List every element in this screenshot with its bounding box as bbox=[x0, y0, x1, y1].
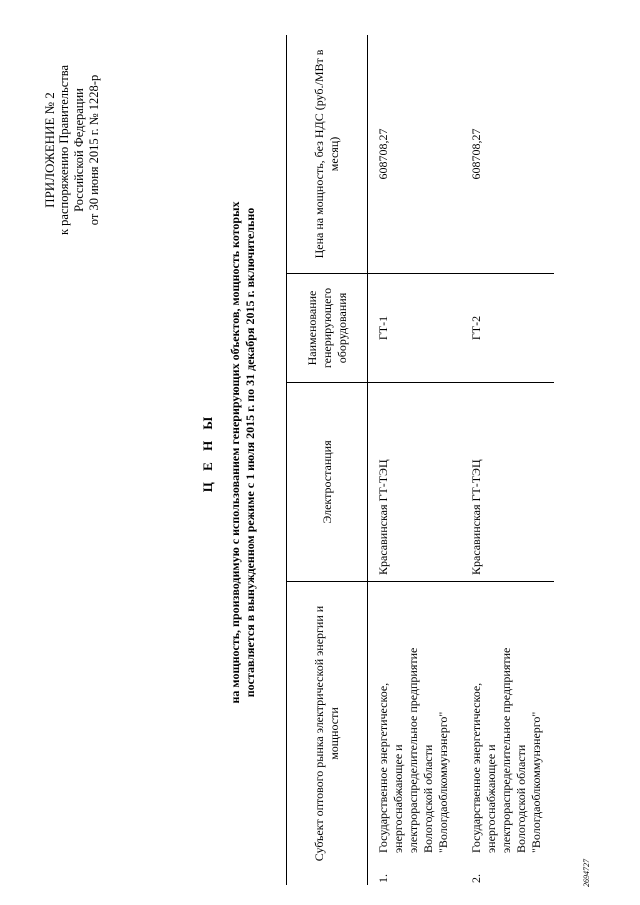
annex-date-line: от 30 июня 2015 г. № 1228-р bbox=[87, 74, 101, 226]
title-line-1: на мощность, производимую с использованием генерирующих объектов, мощность которых bbox=[228, 201, 242, 704]
annex-government-line: Российской Федерации bbox=[72, 88, 86, 212]
subject-line: Государственное энергетическое, bbox=[469, 682, 483, 853]
document-title bbox=[200, 0, 258, 905]
table-row bbox=[461, 35, 554, 885]
subject-line: Вологодской области bbox=[421, 744, 435, 853]
row-equipment: ГТ-2 bbox=[461, 274, 554, 383]
subject-line: энергоснабжающее и bbox=[391, 744, 405, 853]
header-price: Цена на мощность, без НДС (руб./МВт в месяц) bbox=[287, 35, 368, 274]
subject-line: энергоснабжающее и bbox=[484, 744, 498, 853]
row-price: 608708,27 bbox=[461, 35, 554, 274]
annex-decree-line: к распоряжению Правительства bbox=[57, 65, 71, 236]
subject-line: "Вологдаоблкоммунэнерго" bbox=[436, 711, 450, 853]
prices-table bbox=[286, 35, 554, 885]
annex-title: ПРИЛОЖЕНИЕ № 2 bbox=[42, 92, 57, 208]
header-station: Электростанция bbox=[287, 383, 368, 582]
subject-line: Вологодской области bbox=[514, 744, 528, 853]
subject-line: электрораспределительное предприятие bbox=[406, 647, 420, 853]
annex-header bbox=[42, 35, 102, 265]
row-equipment: ГТ-1 bbox=[368, 274, 462, 383]
row-number: 2. bbox=[469, 874, 483, 883]
subject-line: "Вологдаоблкоммунэнерго" bbox=[529, 711, 543, 853]
row-price: 608708,27 bbox=[368, 35, 462, 274]
table-row bbox=[368, 35, 462, 885]
document-id: 2694727 bbox=[582, 859, 591, 887]
row-subject bbox=[461, 582, 554, 858]
header-equipment: Наименование генерирующего оборудования bbox=[287, 274, 368, 383]
subject-line: Государственное энергетическое, bbox=[376, 682, 390, 853]
table-header-row bbox=[287, 35, 368, 885]
title-heading: Ц Е Н Ы bbox=[200, 412, 215, 493]
row-number: 1. bbox=[376, 874, 390, 883]
title-line-2: поставляется в вынужденном режиме с 1 июля 2015 г. по 31 декабря 2015 г. включительно bbox=[243, 207, 257, 698]
row-subject bbox=[368, 582, 462, 858]
header-subject: Субъект оптового рынка электрической энергии и мощности bbox=[287, 582, 368, 886]
subject-line: электрораспределительное предприятие bbox=[499, 647, 513, 853]
row-station: Красавинская ГТ-ТЭЦ bbox=[461, 383, 554, 582]
row-station: Красавинская ГТ-ТЭЦ bbox=[368, 383, 462, 582]
